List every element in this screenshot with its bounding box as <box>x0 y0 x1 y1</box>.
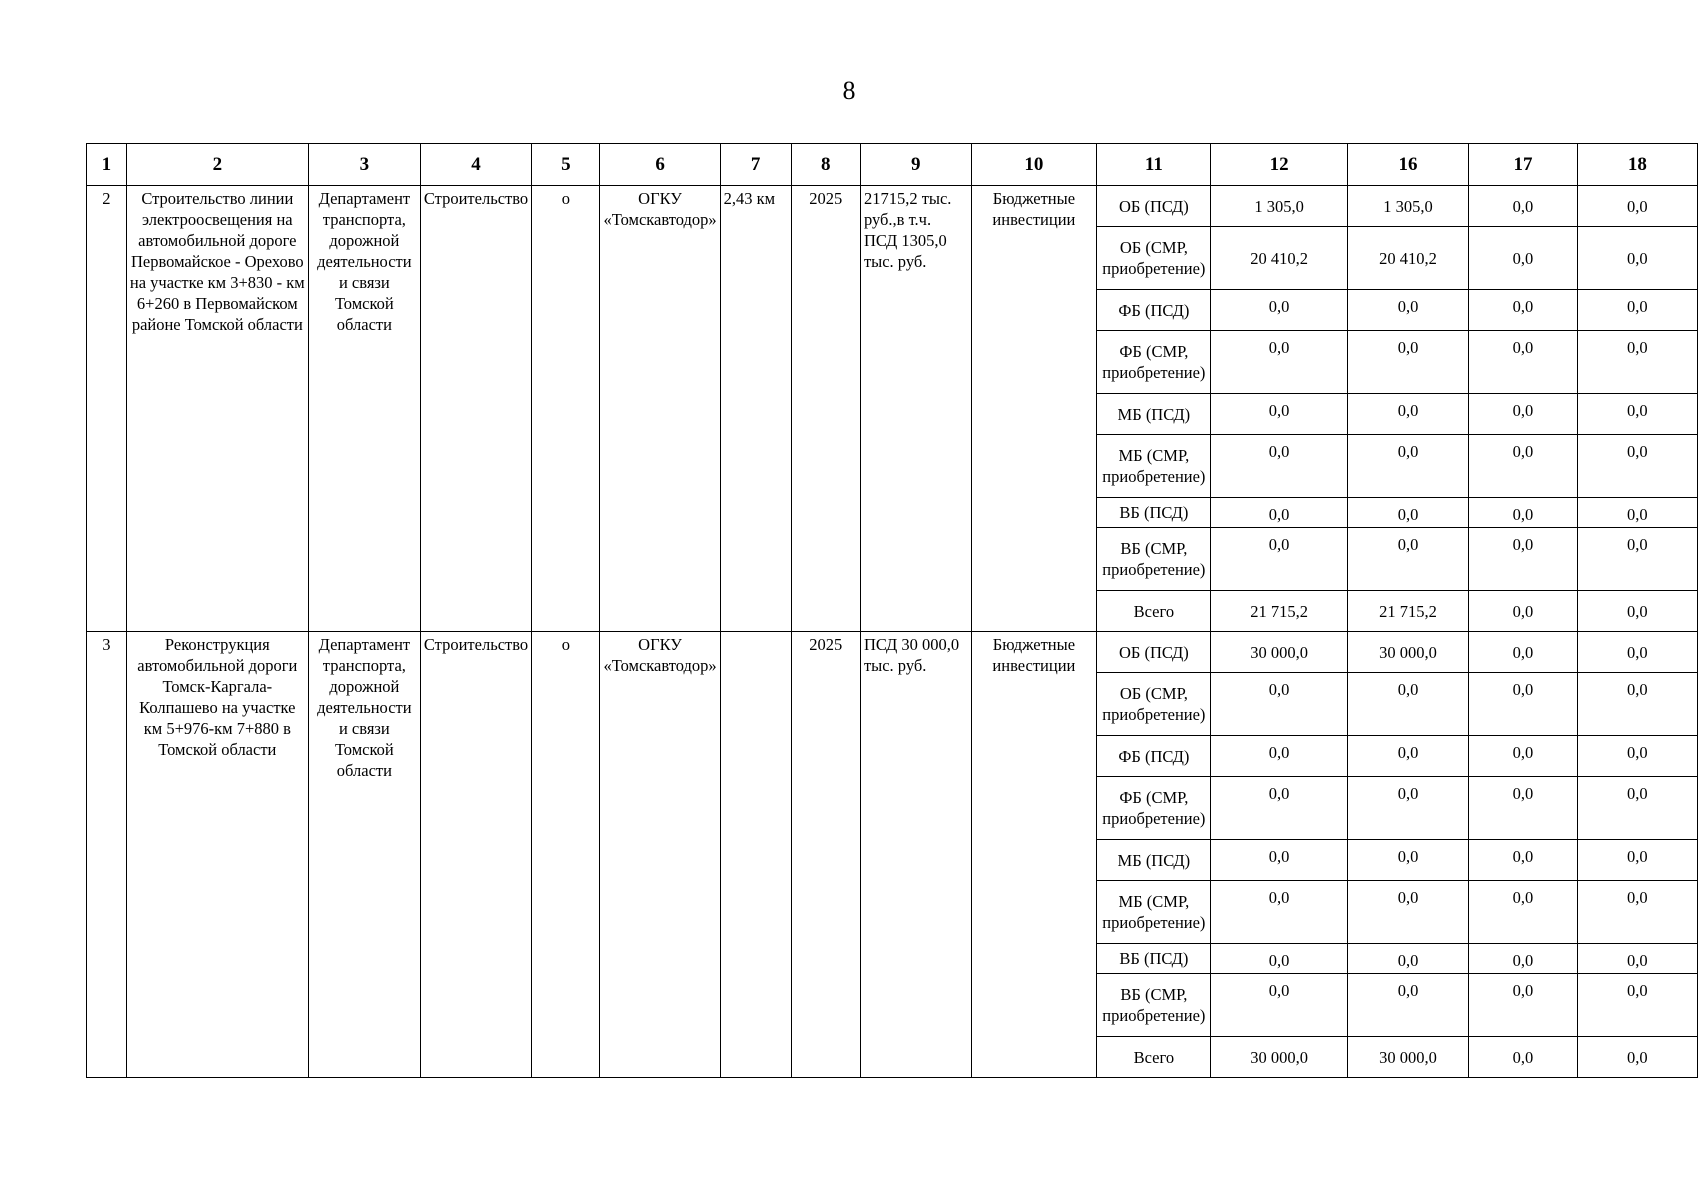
value-cell-18: 0,0 <box>1577 394 1697 435</box>
header-cell: 3 <box>308 144 420 186</box>
funding-source-cell: ВБ (СМР, приобретение) <box>1097 974 1211 1037</box>
value-cell-12: 0,0 <box>1211 498 1347 528</box>
header-cell: 16 <box>1347 144 1469 186</box>
funding-source-cell: МБ (СМР, приобретение) <box>1097 881 1211 944</box>
investment-table <box>86 143 1698 1078</box>
investment-form-cell: Бюджетные инвестиции <box>971 632 1097 1078</box>
value-cell-12: 21 715,2 <box>1211 591 1347 632</box>
value-cell-12: 0,0 <box>1211 673 1347 736</box>
funding-source-cell: Всего <box>1097 1037 1211 1078</box>
estimated-cost-cell: 21715,2 тыс. руб.,в т.ч. ПСД 1305,0 тыс. руб. <box>860 186 971 632</box>
value-cell-18: 0,0 <box>1577 840 1697 881</box>
value-cell-18: 0,0 <box>1577 227 1697 290</box>
funding-source-cell: ФБ (СМР, приобретение) <box>1097 331 1211 394</box>
value-cell-17: 0,0 <box>1469 394 1577 435</box>
funding-source-cell: ОБ (ПСД) <box>1097 186 1211 227</box>
value-cell-17: 0,0 <box>1469 591 1577 632</box>
customer-cell: ОГКУ «Томскавтодор» <box>600 632 720 1078</box>
value-cell-16: 0,0 <box>1347 736 1469 777</box>
value-cell-17: 0,0 <box>1469 290 1577 331</box>
value-cell-17: 0,0 <box>1469 974 1577 1037</box>
header-cell: 9 <box>860 144 971 186</box>
value-cell-18: 0,0 <box>1577 186 1697 227</box>
value-cell-12: 0,0 <box>1211 840 1347 881</box>
header-cell: 6 <box>600 144 720 186</box>
value-cell-18: 0,0 <box>1577 944 1697 974</box>
value-cell-12: 30 000,0 <box>1211 1037 1347 1078</box>
value-cell-16: 0,0 <box>1347 331 1469 394</box>
customer-cell: ОГКУ «Томскавтодор» <box>600 186 720 632</box>
value-cell-17: 0,0 <box>1469 944 1577 974</box>
funding-source-cell: ВБ (СМР, приобретение) <box>1097 528 1211 591</box>
page-number: 8 <box>842 76 856 105</box>
value-cell-17: 0,0 <box>1469 498 1577 528</box>
object-name-cell: Строительство линии электроосвещения на автомобильной дороге Первомайское - Орехово на участке км 3+830 - км 6+260 в Первомайском районе Томской области <box>126 186 308 632</box>
value-cell-12: 0,0 <box>1211 974 1347 1037</box>
value-cell-16: 30 000,0 <box>1347 632 1469 673</box>
value-cell-16: 0,0 <box>1347 394 1469 435</box>
estimated-cost-cell: ПСД 30 000,0 тыс. руб. <box>860 632 971 1078</box>
funding-source-cell: ОБ (СМР, приобретение) <box>1097 673 1211 736</box>
capacity-cell: 2,43 км <box>720 186 791 632</box>
funding-source-cell: МБ (ПСД) <box>1097 840 1211 881</box>
value-cell-18: 0,0 <box>1577 528 1697 591</box>
value-cell-17: 0,0 <box>1469 840 1577 881</box>
value-cell-16: 0,0 <box>1347 435 1469 498</box>
value-cell-18: 0,0 <box>1577 673 1697 736</box>
table-row <box>87 186 1698 227</box>
value-cell-16: 0,0 <box>1347 840 1469 881</box>
header-cell: 7 <box>720 144 791 186</box>
value-cell-16: 0,0 <box>1347 528 1469 591</box>
value-cell-17: 0,0 <box>1469 227 1577 290</box>
department-cell: Департамент транспорта, дорожной деятельности и связи Томской области <box>308 632 420 1078</box>
value-cell-12: 0,0 <box>1211 290 1347 331</box>
funding-source-cell: ОБ (ПСД) <box>1097 632 1211 673</box>
value-cell-12: 0,0 <box>1211 881 1347 944</box>
value-cell-18: 0,0 <box>1577 591 1697 632</box>
value-cell-17: 0,0 <box>1469 186 1577 227</box>
value-cell-18: 0,0 <box>1577 736 1697 777</box>
value-cell-12: 1 305,0 <box>1211 186 1347 227</box>
column-5-cell: о <box>532 632 600 1078</box>
value-cell-16: 0,0 <box>1347 290 1469 331</box>
header-cell: 1 <box>87 144 127 186</box>
value-cell-12: 0,0 <box>1211 331 1347 394</box>
column-5-cell: о <box>532 186 600 632</box>
value-cell-17: 0,0 <box>1469 736 1577 777</box>
value-cell-12: 30 000,0 <box>1211 632 1347 673</box>
value-cell-12: 0,0 <box>1211 736 1347 777</box>
value-cell-18: 0,0 <box>1577 974 1697 1037</box>
value-cell-18: 0,0 <box>1577 290 1697 331</box>
header-cell: 18 <box>1577 144 1697 186</box>
construction-type-cell: Строительство <box>420 632 531 1078</box>
value-cell-16: 0,0 <box>1347 498 1469 528</box>
header-cell: 4 <box>420 144 531 186</box>
header-cell: 5 <box>532 144 600 186</box>
row-number-cell: 2 <box>87 186 127 632</box>
department-cell: Департамент транспорта, дорожной деятельности и связи Томской области <box>308 186 420 632</box>
value-cell-12: 0,0 <box>1211 435 1347 498</box>
value-cell-17: 0,0 <box>1469 881 1577 944</box>
value-cell-16: 0,0 <box>1347 974 1469 1037</box>
funding-source-cell: ОБ (СМР, приобретение) <box>1097 227 1211 290</box>
year-cell: 2025 <box>791 186 860 632</box>
value-cell-16: 0,0 <box>1347 673 1469 736</box>
value-cell-12: 0,0 <box>1211 394 1347 435</box>
value-cell-12: 20 410,2 <box>1211 227 1347 290</box>
funding-source-cell: МБ (ПСД) <box>1097 394 1211 435</box>
funding-source-cell: Всего <box>1097 591 1211 632</box>
value-cell-17: 0,0 <box>1469 1037 1577 1078</box>
row-number-cell: 3 <box>87 632 127 1078</box>
funding-source-cell: ФБ (ПСД) <box>1097 290 1211 331</box>
header-cell: 17 <box>1469 144 1577 186</box>
value-cell-16: 30 000,0 <box>1347 1037 1469 1078</box>
value-cell-18: 0,0 <box>1577 331 1697 394</box>
value-cell-18: 0,0 <box>1577 1037 1697 1078</box>
construction-type-cell: Строительство <box>420 186 531 632</box>
funding-source-cell: ВБ (ПСД) <box>1097 498 1211 528</box>
header-cell: 8 <box>791 144 860 186</box>
value-cell-16: 1 305,0 <box>1347 186 1469 227</box>
value-cell-12: 0,0 <box>1211 777 1347 840</box>
header-cell: 2 <box>126 144 308 186</box>
value-cell-16: 21 715,2 <box>1347 591 1469 632</box>
table-row <box>87 632 1698 673</box>
value-cell-17: 0,0 <box>1469 673 1577 736</box>
value-cell-18: 0,0 <box>1577 435 1697 498</box>
value-cell-18: 0,0 <box>1577 632 1697 673</box>
object-name-cell: Реконструкция автомобильной дороги Томск-Каргала-Колпашево на участке км 5+976-км 7+880 в Томской области <box>126 632 308 1078</box>
value-cell-18: 0,0 <box>1577 881 1697 944</box>
value-cell-16: 0,0 <box>1347 881 1469 944</box>
header-cell: 12 <box>1211 144 1347 186</box>
value-cell-12: 0,0 <box>1211 944 1347 974</box>
value-cell-18: 0,0 <box>1577 498 1697 528</box>
value-cell-17: 0,0 <box>1469 528 1577 591</box>
value-cell-16: 0,0 <box>1347 777 1469 840</box>
value-cell-17: 0,0 <box>1469 632 1577 673</box>
value-cell-17: 0,0 <box>1469 777 1577 840</box>
header-cell: 10 <box>971 144 1097 186</box>
value-cell-17: 0,0 <box>1469 331 1577 394</box>
capacity-cell <box>720 632 791 1078</box>
investment-form-cell: Бюджетные инвестиции <box>971 186 1097 632</box>
header-cell: 11 <box>1097 144 1211 186</box>
table-body <box>87 144 1698 1078</box>
value-cell-17: 0,0 <box>1469 435 1577 498</box>
value-cell-16: 0,0 <box>1347 944 1469 974</box>
value-cell-18: 0,0 <box>1577 777 1697 840</box>
funding-source-cell: ФБ (ПСД) <box>1097 736 1211 777</box>
header-row <box>87 144 1698 186</box>
value-cell-12: 0,0 <box>1211 528 1347 591</box>
funding-source-cell: ВБ (ПСД) <box>1097 944 1211 974</box>
funding-source-cell: ФБ (СМР, приобретение) <box>1097 777 1211 840</box>
value-cell-16: 20 410,2 <box>1347 227 1469 290</box>
funding-source-cell: МБ (СМР, приобретение) <box>1097 435 1211 498</box>
year-cell: 2025 <box>791 632 860 1078</box>
